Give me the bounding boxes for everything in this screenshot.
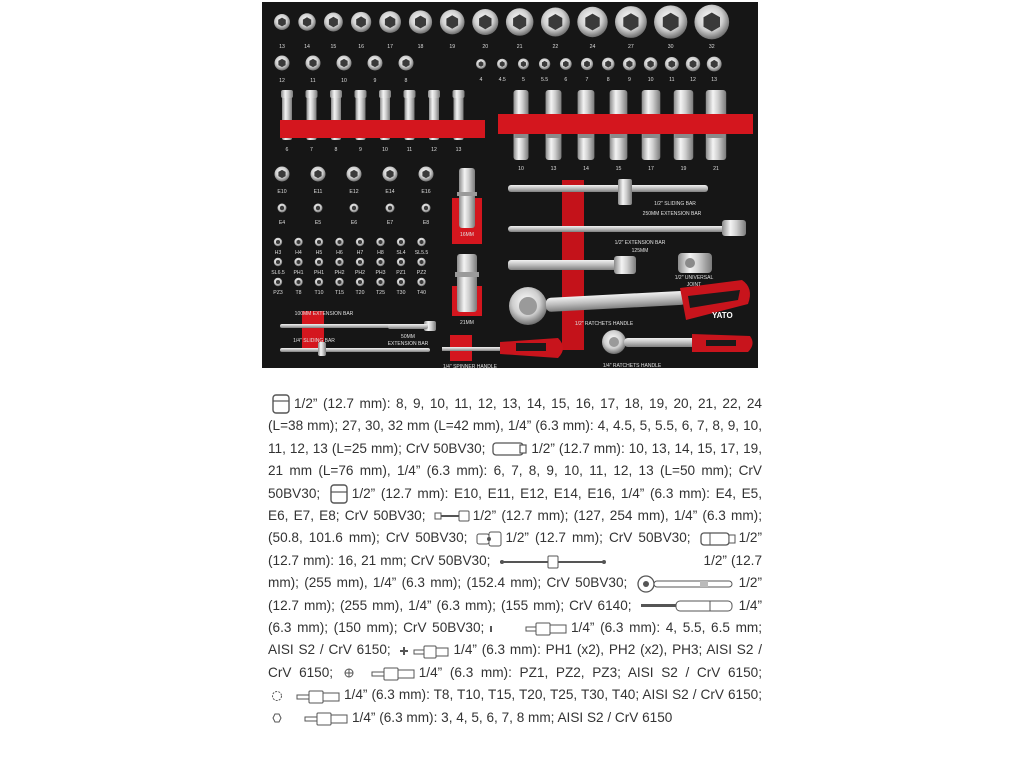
size-label-half-21: 21 [516,44,523,50]
bit-H7-0-4 [356,238,364,246]
size-label-quarter-4.5: 4.5 [498,77,506,83]
socket-quarter-12 [686,57,700,71]
size-label-deep-half-13: 13 [550,166,557,172]
bit-label-PH2-1-4: PH2 [354,270,366,276]
size-label-half-small-10: 10 [341,78,347,84]
size-label-e-quarter-E5: E5 [314,220,322,226]
bit-PH3-1-5 [376,258,384,266]
socket-quarter-8 [602,58,615,71]
bit-SL6.5-1-0 [274,258,282,266]
label-half-ratchet: 1/2" RATCHETS HANDLE [574,321,634,327]
size-label-quarter-12: 12 [690,77,696,83]
label-quarter-sliding: 1/4" SLIDING BAR [293,338,335,344]
size-label-quarter-5.5: 5.5 [540,77,549,83]
bit-T20-2-4 [356,278,364,286]
size-label-e-quarter-E4: E4 [278,220,286,226]
size-label-deep-quarter-13: 13 [455,147,462,153]
size-label-deep-quarter-8: 8 [334,147,338,153]
bit-label-T10-2-2: T10 [314,290,324,296]
bit-label-PZ3-2-0: PZ3 [273,290,283,296]
socket-quarter-7 [581,58,593,70]
bit-PZ3-2-0 [274,278,282,286]
size-label-half-27: 27 [628,44,634,50]
label-spinner: 1/4" SPINNER HANDLE [442,364,498,368]
e-socket-half-E16 [419,167,434,182]
socket-half-small-10 [337,56,352,71]
size-label-e-half-E10: E10 [277,189,287,195]
bit-T10-2-2 [315,278,323,286]
bit-label-SL4-0-6: SL4 [396,250,406,256]
sliding-bar-icon [498,553,608,569]
size-label-deep-quarter-10: 10 [382,147,388,153]
size-label-e-half-E11: E11 [313,189,323,195]
socket-half-27 [615,6,647,38]
socket-half-15 [324,13,343,32]
bit-label-H4-0-1: H4 [295,250,302,256]
size-label-e-quarter-E8: E8 [422,220,430,226]
spec-e-sockets: 1/2” (12.7 mm): E10, E11, E12, E14, E16, 1/4” (6.3 mm): E4, E5, E6, E7, E8; CrV 50BV30; [268,485,762,524]
size-label-half-24: 24 [589,44,596,50]
bit-H3-0-0 [274,238,282,246]
bit-label-H6-0-3: H6 [336,250,343,256]
size-label-deep-half-19: 19 [680,166,687,172]
size-label-quarter-10: 10 [647,77,654,83]
size-label-half-22: 22 [552,44,559,50]
size-label-half-13: 13 [279,44,285,50]
bit-SL5.5-0-7 [417,238,425,246]
label-quarter-ratchet: 1/4" RATCHETS HANDLE [602,363,662,368]
pozidriv-bit-icon [344,665,416,681]
bit-label-PH3-1-5: PH3 [375,270,386,276]
deep-socket-icon [492,441,528,457]
size-label-quarter-9: 9 [627,77,631,83]
spec-pozidriv-bits: 1/4” (6.3 mm): PZ1, PZ2, PZ3; AISI S2 / CrV 6150; [418,664,762,680]
hex-bit-icon [271,710,349,726]
bit-T15-2-3 [335,278,343,286]
size-label-deep-quarter-12: 12 [431,147,437,153]
e-socket-quarter-E8 [422,204,431,213]
spec-sockets: 1/2” (12.7 mm): 8, 9, 10, 11, 12, 13, 14, 15, 16, 17, 18, 19, 20, 21, 22, 24 (L=38 mm); 27, 30, 32 mm (L=42 mm), 1/4” (6.3 mm): 4, 4.5, 5, 5.5, 6, 7, 8, 9, 10, 11, 12, 13 (L=25 mm); CrV 50BV30; [268,396,762,456]
size-label-quarter-11: 11 [669,77,675,83]
socket-half-16 [351,12,371,32]
size-label-half-30: 30 [667,44,674,50]
size-label-half-32: 32 [708,44,715,50]
size-label-e-half-E16: E16 [421,189,431,195]
label-125mm: 125MM [631,248,649,254]
spec-phillips-bits: 1/4” (6.3 mm): PH1 (x2), PH2 (x2), PH3; AISI S2 / CrV 6150; [268,642,762,680]
size-label-half-14: 14 [304,44,310,50]
e-socket-half-E12 [347,167,362,182]
size-label-half-small-11: 11 [310,78,316,84]
size-label-half-small-9: 9 [373,78,377,84]
bit-label-SL6.5-1-0: SL6.5 [271,270,285,276]
bit-label-H8-0-5: H8 [377,250,384,256]
socket-quarter-6 [560,58,572,70]
size-label-deep-half-14: 14 [583,166,589,172]
quarter-extension-bar-50 [388,324,428,329]
spec-spinner-handle: 1/4” (6.3 mm); (150 mm); CrV 50BV30; [268,597,763,636]
e-socket-half-E10 [275,167,290,182]
universal-joint [678,253,712,273]
size-label-deep-half-10: 10 [518,166,524,172]
socket-half-17 [379,11,401,33]
socket-quarter-5.5 [539,58,550,69]
torx-bit-icon [271,688,341,704]
size-label-e-quarter-E7: E7 [386,220,394,226]
socket-half-small-9 [368,56,383,71]
label-50mm-b: EXTENSION BAR [387,341,429,347]
bit-SL4-0-6 [397,238,405,246]
bit-label-PH1-1-2: PH1 [313,270,325,276]
socket-icon [271,394,291,414]
bit-H8-0-5 [376,238,384,246]
size-label-half-small-8: 8 [404,78,408,84]
size-label-deep-quarter-6: 6 [285,147,289,153]
red-holder-quarter-deep [280,120,485,138]
label-21mm: 21MM [460,320,474,326]
socket-half-30 [654,5,687,38]
spec-torx-bits: 1/4” (6.3 mm): T8, T10, T15, T20, T25, T30, T40; AISI S2 / CrV 6150; [344,687,762,703]
socket-half-20 [472,9,498,35]
bit-T25-2-5 [376,278,384,286]
ratchet-handle-icon [636,573,736,595]
bit-H6-0-3 [335,238,343,246]
e-socket-icon [329,484,349,504]
spec-deep-sockets: 1/2” (12.7 mm): 10, 13, 14, 15, 17, 19, 21 mm (L=76 mm), 1/4” (6.3 mm): 6, 7, 8, 9, 10, 11, 12, 13 (L=50 mm); CrV 50BV30; [268,440,762,501]
size-label-quarter-6: 6 [564,77,568,83]
bit-PH1-1-2 [315,258,323,266]
size-label-quarter-4: 4 [479,77,483,83]
socket-half-small-11 [306,56,321,71]
bit-label-T15-2-3: T15 [335,290,344,296]
bit-label-PH2-1-3: PH2 [334,270,345,276]
brand-logo: YATO [712,311,733,320]
bit-T40-2-7 [417,278,425,286]
size-label-deep-quarter-11: 11 [406,147,413,153]
socket-half-small-12 [275,56,290,71]
socket-half-13 [274,14,290,30]
bit-T8-2-1 [294,278,302,286]
size-label-half-small-12: 12 [279,78,285,84]
bit-PH2-1-4 [356,258,364,266]
bit-label-PZ2-1-7: PZ2 [416,270,427,276]
bit-label-PH1-1-1: PH1 [293,270,304,276]
size-label-deep-quarter-9: 9 [359,147,362,153]
bit-label-T8-2-1: T8 [295,290,302,296]
socket-half-32 [694,5,729,40]
label-100mm: 100MM EXTENSION BAR [294,311,354,317]
bit-label-H7-0-4: H7 [356,250,364,256]
socket-half-14 [298,13,315,30]
label-half-extension: 1/2" EXTENSION BAR [614,240,666,246]
bit-label-PZ1-1-6: PZ1 [396,270,406,276]
spec-sliding-bars: 1/2” (12.7 mm); (255 mm), 1/4” (6.3 mm); (152.4 mm); CrV 50BV30; [268,552,763,591]
label-joint: JOINT [686,282,702,288]
socket-quarter-10 [644,57,658,71]
e-socket-quarter-E6 [350,204,359,213]
bit-label-H5-0-2: H5 [315,250,323,256]
socket-quarter-9 [623,57,636,70]
size-label-quarter-7: 7 [585,77,589,83]
spark-plug-socket-21mm [455,254,479,312]
label-50mm: 50MM [401,334,415,340]
bit-PZ1-1-6 [397,258,405,266]
bit-label-H3-0-0: H3 [274,250,282,256]
bit-T30-2-6 [397,278,405,286]
label-250mm: 250MM EXTENSION BAR [642,211,702,217]
socket-half-21 [506,8,534,36]
label-16mm: 16MM [460,232,474,238]
phillips-bit-icon [398,643,450,659]
size-label-deep-half-21: 21 [713,166,719,172]
socket-quarter-11 [665,57,679,71]
spec-ratchet-handles: 1/2” (12.7 mm); (255 mm), 1/4” (6.3 mm); (155 mm); CrV 6140; [268,575,762,613]
spark-plug-socket-16mm [457,168,477,228]
bit-H4-0-1 [294,238,302,246]
size-label-half-17: 17 [387,44,394,50]
spinner-handle-icon [640,599,736,613]
e-socket-half-E11 [311,167,326,182]
socket-quarter-4 [476,59,486,69]
tool-tray-image [262,2,758,368]
size-label-quarter-5: 5 [521,77,525,83]
spark-plug-socket-icon [700,531,736,547]
spec-universal-joint: 1/2” (12.7 mm); CrV 50BV30; [505,530,691,546]
e-socket-quarter-E4 [278,204,287,213]
bit-label-SL5.5-0-7: SL5.5 [414,250,429,256]
universal-joint-icon [476,531,502,547]
bit-label-T20-2-4: T20 [355,290,365,296]
size-label-e-half-E12: E12 [349,189,359,195]
socket-quarter-5 [518,59,529,70]
socket-half-19 [440,10,465,35]
socket-quarter-13 [707,57,722,72]
bit-PH1-1-1 [294,258,302,266]
specification-text [268,393,762,729]
socket-half-22 [541,8,570,37]
extension-bar-icon [434,509,470,523]
bit-label-T40-2-7: T40 [417,290,426,296]
label-universal: 1/2" UNIVERSAL [674,275,714,281]
socket-half-small-8 [399,56,414,71]
size-label-half-16: 16 [358,44,364,50]
size-label-half-15: 15 [330,44,337,50]
size-label-e-half-E14: E14 [385,189,395,195]
size-label-half-18: 18 [417,44,424,50]
socket-quarter-4.5 [497,59,507,69]
e-socket-half-E14 [383,167,398,182]
size-label-deep-half-17: 17 [648,166,654,172]
size-label-quarter-13: 13 [711,77,718,83]
spec-extension-bars: 1/2” (12.7 mm); (127, 254 mm), 1/4” (6.3 mm); (50.8, 101.6 mm); CrV 50BV30; [268,508,762,546]
spec-spark-plug-sockets: 1/2” (12.7 mm): 16, 21 mm; CrV 50BV30; [268,530,763,568]
size-label-deep-half-15: 15 [615,166,622,172]
size-label-half-19: 19 [449,44,456,50]
bit-label-T25-2-5: T25 [376,290,385,296]
size-label-quarter-8: 8 [606,77,610,83]
spec-hex-bits: 1/4” (6.3 mm): 3, 4, 5, 6, 7, 8 mm; AISI S2 / CrV 6150 [352,709,673,725]
bit-label-T30-2-6: T30 [396,290,406,296]
label-half-sliding-bar: 1/2" SLIDING BAR [654,201,696,207]
size-label-e-quarter-E6: E6 [350,220,358,226]
spec-slotted-bits: 1/4” (6.3 mm): 4, 5.5, 6.5 mm; AISI S2 / CrV 6150; [268,620,763,658]
size-label-deep-quarter-7: 7 [310,147,313,153]
bit-H5-0-2 [315,238,323,246]
slotted-bit-icon [490,620,568,636]
socket-half-18 [409,10,432,33]
red-holder-half-deep [498,114,753,134]
size-label-half-20: 20 [482,44,489,50]
socket-half-24 [577,7,607,37]
e-socket-quarter-E5 [314,204,323,213]
e-socket-quarter-E7 [386,204,395,213]
bit-PH2-1-3 [335,258,343,266]
bit-PZ2-1-7 [417,258,425,266]
